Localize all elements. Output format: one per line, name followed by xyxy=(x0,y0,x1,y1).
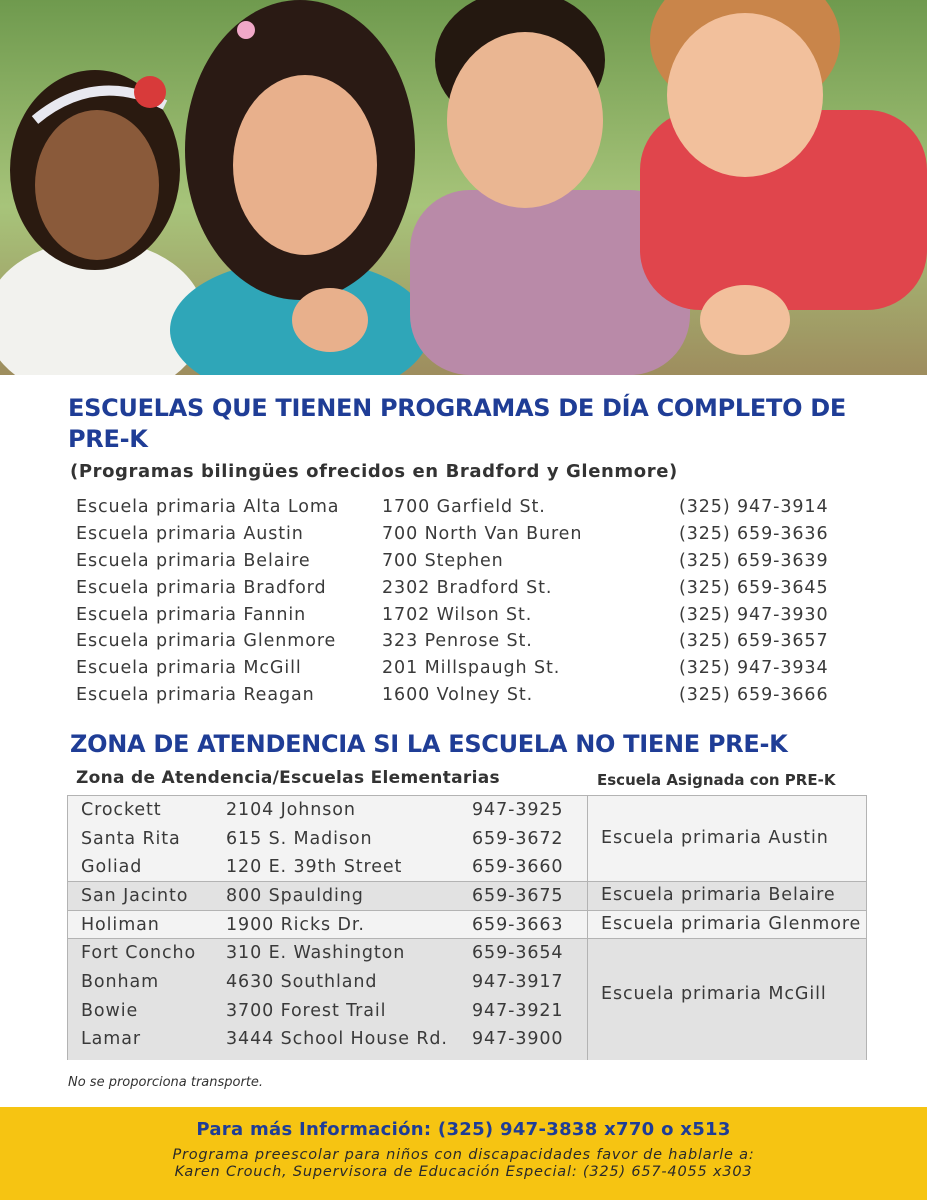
school-name: Escuela primaria Alta Loma xyxy=(76,497,340,517)
column-divider xyxy=(587,882,588,910)
school-address: 323 Penrose St. xyxy=(382,631,533,652)
column-divider xyxy=(587,939,588,1060)
zone-school-address: 1900 Ricks Dr. xyxy=(226,915,365,935)
zone-row xyxy=(68,911,587,940)
zone-table-header-right: Escuela Asignada con PRE-K xyxy=(597,771,836,789)
school-row xyxy=(76,603,856,630)
column-divider xyxy=(587,911,588,938)
zone-school-phone: 947-3925 xyxy=(472,800,564,820)
zone-group xyxy=(68,882,866,911)
school-row xyxy=(76,549,856,576)
school-phone: (325) 659-3657 xyxy=(679,631,829,652)
zone-school-phone: 947-3921 xyxy=(472,1001,564,1021)
assigned-school: Escuela primaria McGill xyxy=(601,984,827,1004)
school-row xyxy=(76,576,856,603)
school-phone: (325) 947-3914 xyxy=(679,497,829,517)
footer-contact-line: Karen Crouch, Supervisora de Educación Especial: (325) 657-4055 x303 xyxy=(174,1164,753,1180)
school-address: 2302 Bradford St. xyxy=(382,577,553,598)
zone-school-name: Bowie xyxy=(81,1001,139,1021)
zone-group xyxy=(68,939,866,1060)
school-name: Escuela primaria Bradford xyxy=(76,577,327,598)
zone-table xyxy=(67,795,867,1060)
zone-school-name: Holiman xyxy=(81,915,160,935)
zone-school-address: 2104 Johnson xyxy=(226,800,356,820)
zone-row xyxy=(68,968,587,997)
zone-school-name: Santa Rita xyxy=(81,829,181,849)
school-address: 700 Stephen xyxy=(382,550,504,571)
school-list xyxy=(76,495,856,710)
zone-school-address: 4630 Southland xyxy=(226,972,378,992)
zone-school-name: Fort Concho xyxy=(81,943,197,963)
children-photo-icon xyxy=(0,0,927,375)
footer-special-ed-line: Programa preescolar para niños con discapacidades favor de hablarle a: xyxy=(172,1147,755,1163)
school-address: 1702 Wilson St. xyxy=(382,604,533,625)
zone-school-phone: 659-3654 xyxy=(472,943,564,963)
zone-school-address: 3700 Forest Trail xyxy=(226,1001,387,1021)
school-name: Escuela primaria McGill xyxy=(76,658,302,679)
school-phone: (325) 659-3645 xyxy=(679,577,829,598)
assigned-school: Escuela primaria Belaire xyxy=(601,885,836,905)
zone-school-phone: 947-3917 xyxy=(472,972,564,992)
zone-school-phone: 659-3675 xyxy=(472,886,564,906)
school-phone: (325) 947-3934 xyxy=(679,658,829,679)
footer-banner xyxy=(0,1107,927,1200)
zone-group xyxy=(68,911,866,939)
zone-school-phone: 947-3900 xyxy=(472,1029,564,1049)
school-name: Escuela primaria Austin xyxy=(76,523,304,544)
zone-row xyxy=(68,1025,587,1054)
school-row xyxy=(76,656,856,683)
school-row xyxy=(76,495,856,522)
zone-row xyxy=(68,853,587,882)
school-name: Escuela primaria Belaire xyxy=(76,550,311,571)
zone-school-address: 615 S. Madison xyxy=(226,829,373,849)
school-name: Escuela primaria Reagan xyxy=(76,685,315,706)
zone-school-name: Goliad xyxy=(81,857,143,877)
zone-school-name: Crockett xyxy=(81,800,162,820)
school-row xyxy=(76,522,856,549)
school-name: Escuela primaria Fannin xyxy=(76,604,307,625)
zone-school-phone: 659-3672 xyxy=(472,829,564,849)
school-row xyxy=(76,683,856,710)
school-name: Escuela primaria Glenmore xyxy=(76,631,337,652)
zone-school-address: 800 Spaulding xyxy=(226,886,364,906)
zone-row xyxy=(68,882,587,911)
zone-school-address: 3444 School House Rd. xyxy=(226,1029,448,1049)
zone-school-address: 120 E. 39th Street xyxy=(226,857,403,877)
assigned-school: Escuela primaria Austin xyxy=(601,828,829,848)
zone-table-header-left: Zona de Atendencia/Escuelas Elementarias xyxy=(76,768,500,788)
zone-row xyxy=(68,939,587,968)
school-address: 1700 Garfield St. xyxy=(382,497,546,517)
zone-school-name: Lamar xyxy=(81,1029,141,1049)
school-row xyxy=(76,629,856,656)
school-phone: (325) 659-3636 xyxy=(679,523,829,544)
zone-school-name: Bonham xyxy=(81,972,160,992)
school-phone: (325) 947-3930 xyxy=(679,604,829,625)
section1-title: ESCUELAS QUE TIENEN PROGRAMAS DE DÍA COMPLETO DE PRE-K xyxy=(68,394,846,453)
section2-title: ZONA DE ATENDENCIA SI LA ESCUELA NO TIENE PRE-K xyxy=(70,730,788,758)
column-divider xyxy=(587,796,588,881)
school-address: 700 North Van Buren xyxy=(382,523,583,544)
footer-info-line: Para más Información: (325) 947-3838 x770 o x513 xyxy=(196,1119,731,1140)
zone-school-phone: 659-3663 xyxy=(472,915,564,935)
transport-note: No se proporciona transporte. xyxy=(68,1075,264,1090)
zone-group xyxy=(68,796,866,882)
section1-subtitle: (Programas bilingües ofrecidos en Bradford y Glenmore) xyxy=(70,461,678,482)
school-phone: (325) 659-3639 xyxy=(679,550,829,571)
school-phone: (325) 659-3666 xyxy=(679,685,829,706)
hero-photo xyxy=(0,0,927,375)
zone-row xyxy=(68,796,587,825)
school-address: 201 Millspaugh St. xyxy=(382,658,561,679)
zone-row xyxy=(68,825,587,854)
zone-school-phone: 659-3660 xyxy=(472,857,564,877)
zone-school-address: 310 E. Washington xyxy=(226,943,406,963)
zone-row xyxy=(68,997,587,1026)
zone-school-name: San Jacinto xyxy=(81,886,189,906)
school-address: 1600 Volney St. xyxy=(382,685,534,706)
assigned-school: Escuela primaria Glenmore xyxy=(601,914,862,934)
